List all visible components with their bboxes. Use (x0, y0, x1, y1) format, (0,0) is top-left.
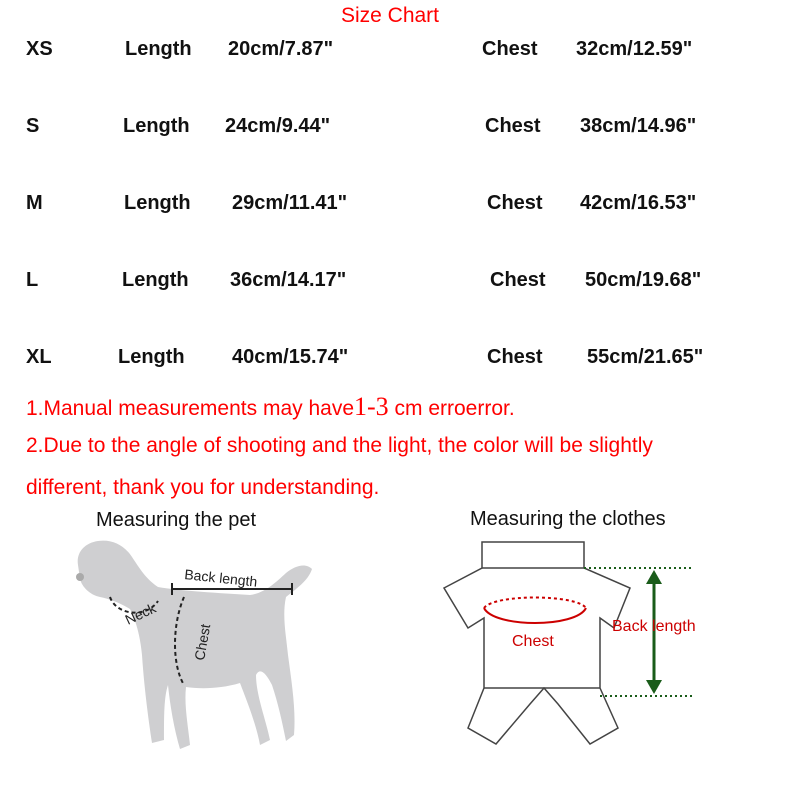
back-length-label: Back length (183, 566, 259, 590)
size-chart-title: Size Chart (340, 4, 440, 27)
size-row-s (0, 115, 800, 145)
size-label: XS (26, 38, 53, 60)
chest-label: Chest (482, 38, 538, 60)
note-measurement-error (26, 392, 515, 422)
size-label: XL (26, 346, 52, 368)
size-row-xs (0, 38, 800, 68)
clothes-back-length-label: Back length (612, 618, 696, 635)
chest-label: Chest (490, 269, 546, 291)
chest-label: Chest (191, 622, 214, 662)
length-label: Length (123, 115, 190, 137)
pet-diagram-caption: Measuring the pet (96, 509, 257, 531)
note-range: 1-3 (354, 392, 389, 421)
note-prefix: 1.Manual measurements may have (26, 397, 354, 420)
length-value: 24cm/9.44" (225, 115, 331, 137)
clothes-chest-label: Chest (512, 633, 554, 650)
length-value: 40cm/15.74" (232, 346, 349, 368)
chest-value: 55cm/21.65" (587, 346, 704, 368)
size-label: L (26, 269, 39, 291)
length-label: Length (125, 38, 192, 60)
note-suffix: cm erroerror. (388, 397, 515, 420)
note-color-difference: 2.Due to the angle of shooting and the light, the color will be slightly (26, 434, 653, 457)
size-row-m (0, 192, 800, 222)
clothes-diagram-caption: Measuring the clothes (470, 508, 666, 530)
dog-nose (76, 573, 84, 581)
arrow-head-up (646, 570, 662, 584)
chest-value: 38cm/14.96" (580, 115, 697, 137)
note-thanks: different, thank you for understanding. (26, 476, 380, 499)
chest-label: Chest (487, 346, 543, 368)
chest-value: 32cm/12.59" (576, 38, 693, 60)
length-label: Length (124, 192, 191, 214)
clothes-diagram (440, 538, 710, 758)
size-row-l (0, 269, 800, 299)
chest-label: Chest (485, 115, 541, 137)
length-value: 29cm/11.41" (232, 192, 348, 214)
neck-label: Neck (122, 599, 159, 628)
length-label: Length (118, 346, 185, 368)
size-label: S (26, 115, 40, 137)
arrow-head-down (646, 680, 662, 694)
size-row-xl (0, 346, 800, 376)
length-value: 36cm/14.17" (230, 269, 347, 291)
length-value: 20cm/7.87" (228, 38, 334, 60)
pet-diagram (60, 535, 320, 795)
chest-value: 50cm/19.68" (585, 269, 702, 291)
size-label: M (26, 192, 43, 214)
length-label: Length (122, 269, 189, 291)
chest-label: Chest (487, 192, 543, 214)
chest-value: 42cm/16.53" (580, 192, 697, 214)
